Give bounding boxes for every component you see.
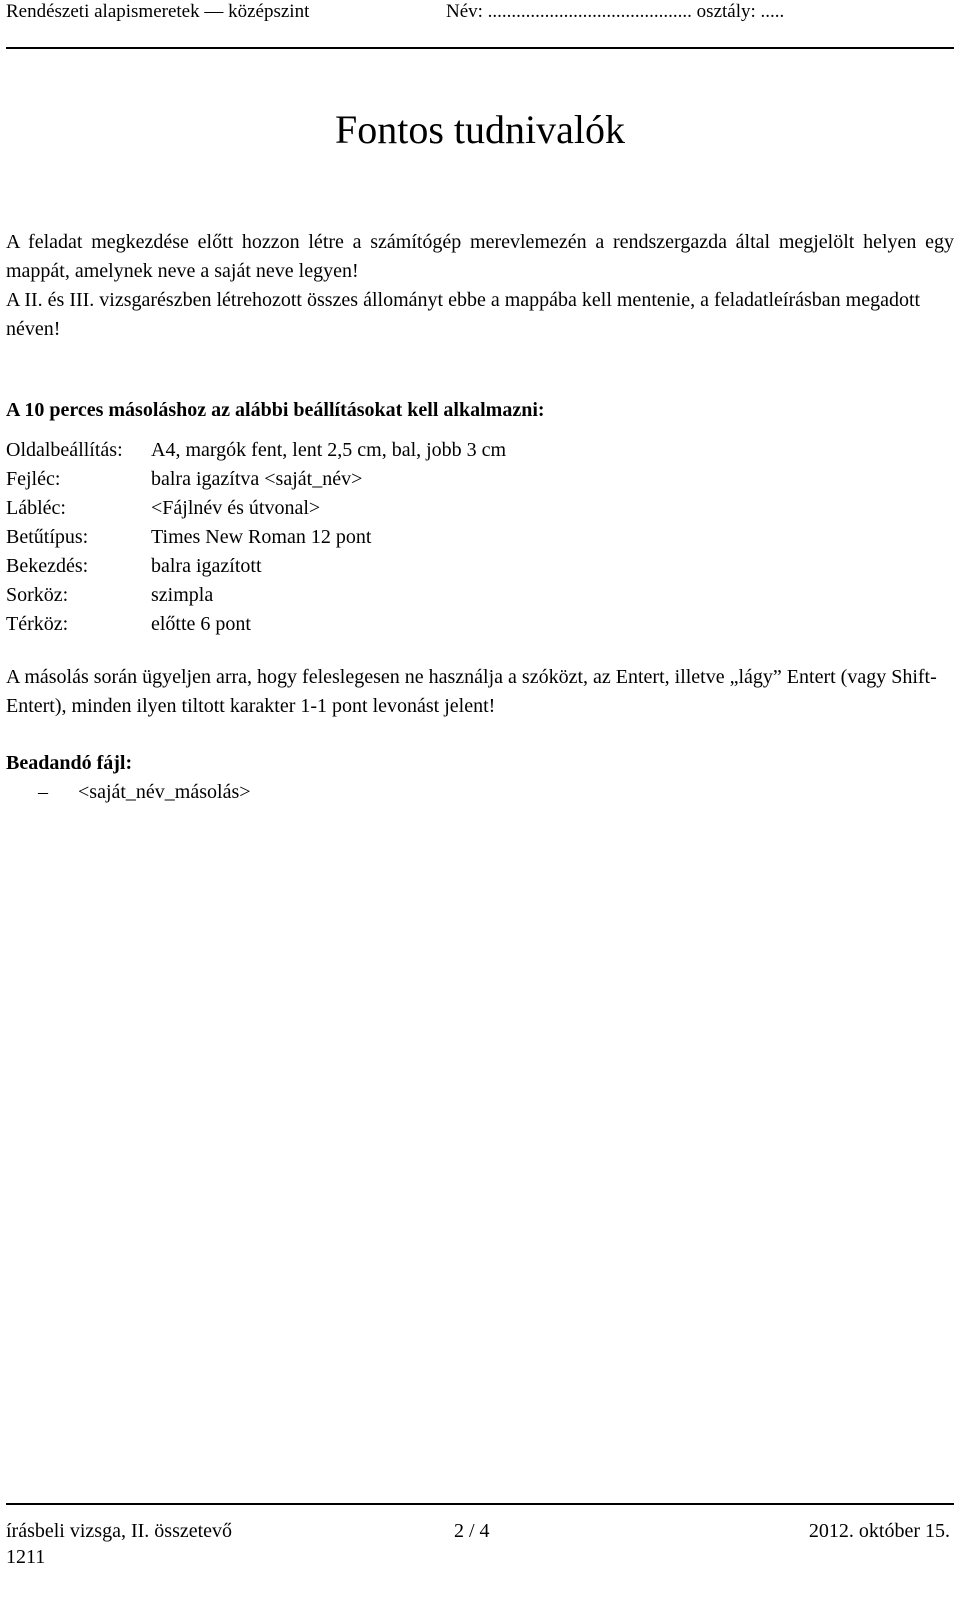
settings-value: <Fájlnév és útvonal>: [151, 497, 321, 519]
header-subject: Rendészeti alapismeretek — középszint: [6, 1, 310, 22]
list-dash-icon: –: [38, 781, 48, 803]
settings-label: Fejléc:: [6, 468, 61, 490]
footer-date: 2012. október 15.: [808, 1520, 950, 1542]
intro-paragraph-1: A feladat megkezdése előtt hozzon létre a számítógép merevlemezén a rendszergazda által megjelölt helyen egy mappát, amelynek neve a saját neve legyen!: [6, 231, 954, 282]
page-title: Fontos tudnivalók: [334, 107, 626, 152]
header-divider: [6, 47, 954, 49]
settings-value: Times New Roman 12 pont: [151, 526, 372, 548]
footer-divider: [6, 1503, 954, 1505]
settings-value: balra igazított: [151, 555, 262, 577]
footer-code: 1211: [6, 1546, 46, 1568]
copy-warning: [6, 663, 954, 721]
copy-warning-text: A másolás során ügyeljen arra, hogy feleslegesen ne használja a szóközt, az Entert, illetve „lágy” Entert (vagy Shift-Entert), minden ilyen tiltott karakter 1-1 pont levonást jelent!: [6, 666, 937, 717]
intro-paragraph-2: A II. és III. vizsgarészben létrehozott összes állományt ebbe a mappába kell mentenie, a feladatleírásban megadott néven!: [6, 289, 921, 340]
page-header: [6, 0, 954, 28]
settings-label: Bekezdés:: [6, 555, 89, 577]
settings-value: szimpla: [151, 584, 214, 606]
settings-heading: A 10 perces másoláshoz az alábbi beállításokat kell alkalmazni:: [6, 399, 545, 421]
settings-value: balra igazítva <saját_név>: [151, 468, 363, 490]
settings-value: előtte 6 pont: [151, 613, 251, 635]
settings-label: Oldalbeállítás:: [6, 439, 123, 461]
submit-file-list: [38, 778, 251, 807]
header-name-class-field: Név: ........................................... osztály: .....: [446, 1, 785, 22]
intro-section: [6, 228, 954, 344]
settings-value: A4, margók fent, lent 2,5 cm, bal, jobb 3 cm: [151, 439, 507, 461]
submit-file-heading: Beadandó fájl:: [6, 752, 133, 774]
settings-label: Lábléc:: [6, 497, 66, 519]
settings-label: Térköz:: [6, 613, 69, 635]
footer-page-number: 2 / 4: [454, 1520, 490, 1542]
footer-exam-part: írásbeli vizsga, II. összetevő: [6, 1520, 233, 1542]
submit-file-name: <saját_név_másolás>: [78, 781, 251, 803]
settings-label: Sorköz:: [6, 584, 69, 606]
settings-label: Betűtípus:: [6, 526, 89, 548]
